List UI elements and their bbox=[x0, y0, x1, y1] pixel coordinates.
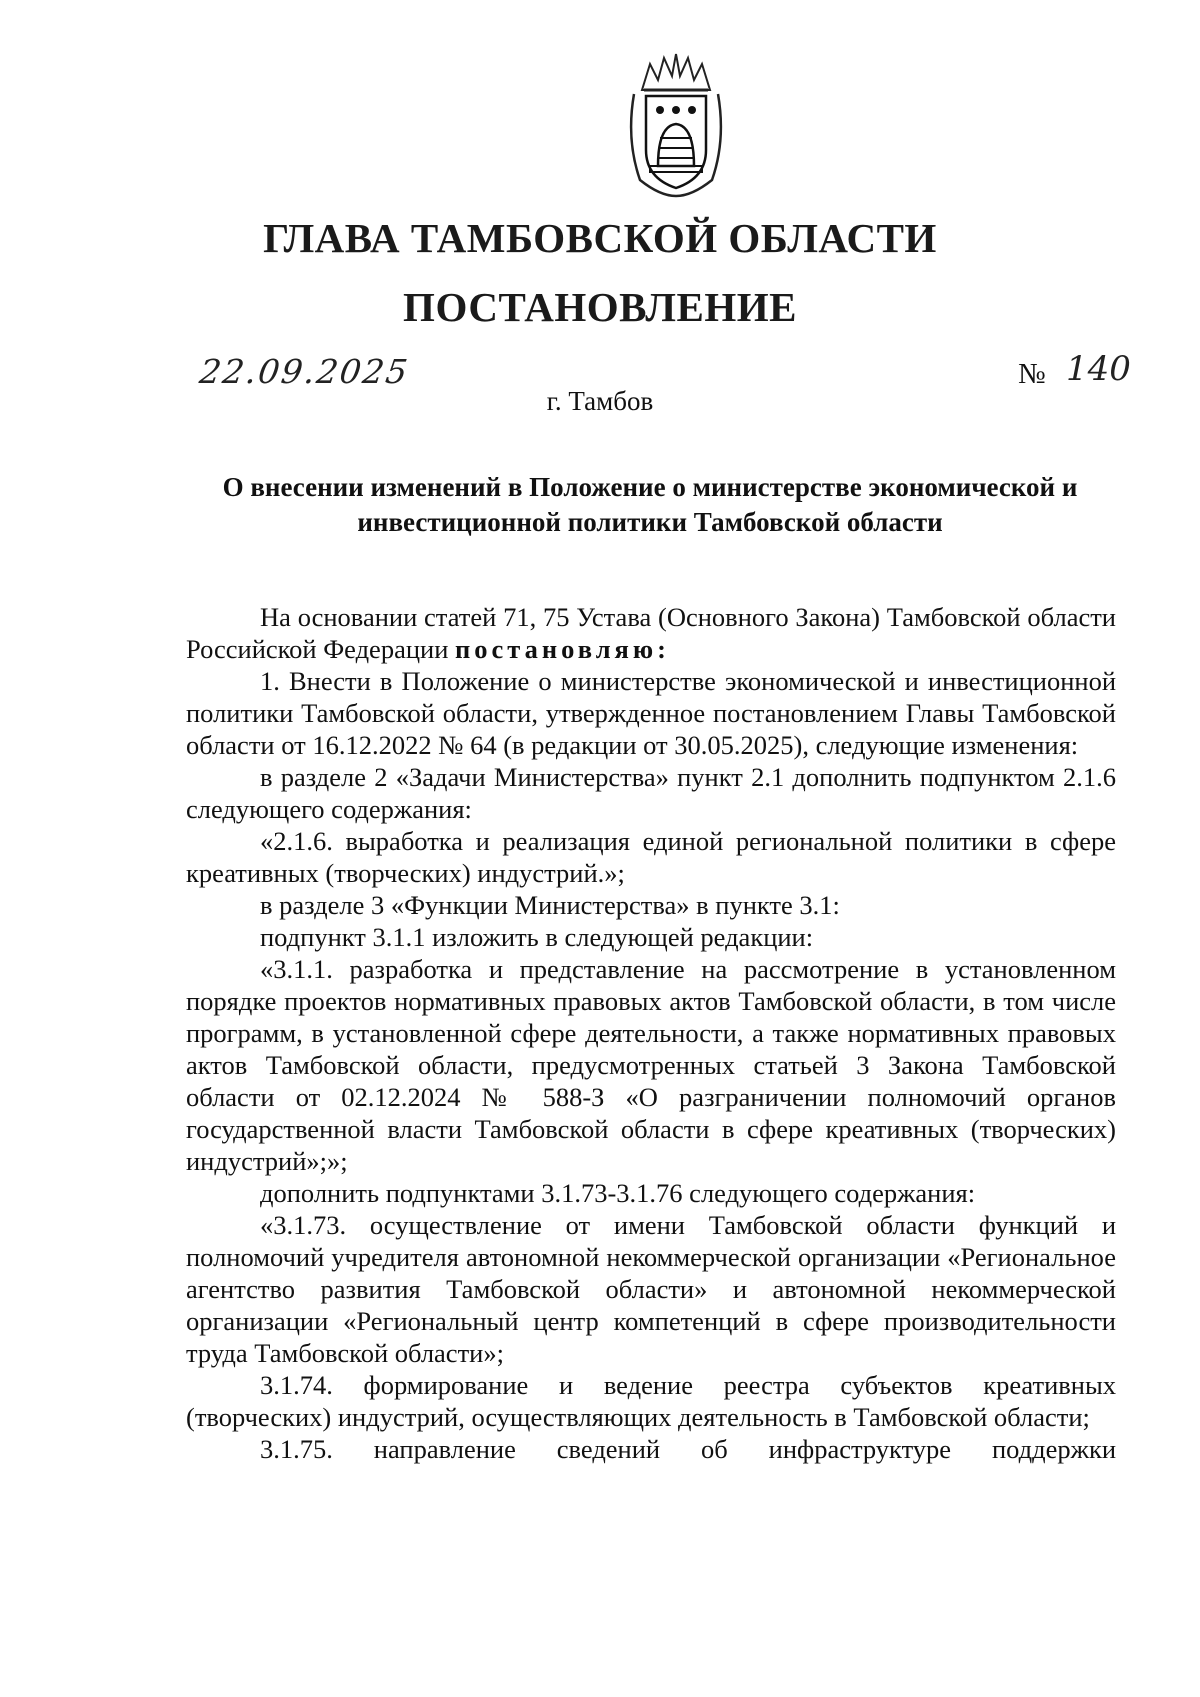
paragraph-1: 1. Внести в Положение о министерстве экономической и инвестиционной политики Тамбовской области, утвержденное постановлением Главы Тамбовской области от 16.12.2022 № 64 (в редакции от 30.05.2025), следующие изменения: bbox=[186, 666, 1116, 760]
document-type: ПОСТАНОВЛЕНИЕ bbox=[403, 284, 797, 330]
paragraph-2: в разделе 2 «Задачи Министерства» пункт 2.1 дополнить подпунктом 2.1.6 следующего содержания: bbox=[186, 762, 1116, 824]
intro-emphasis: постановляю: bbox=[455, 634, 670, 664]
coat-of-arms-emblem bbox=[620, 50, 732, 200]
paragraph-8: «3.1.73. осуществление от имени Тамбовской области функций и полномочий учредителя автономной некоммерческой организации «Региональное агентство развития Тамбовской области» и автономной некоммерческой организации «Региональный центр компетенций в сфере производительности труда Тамбовской области»; bbox=[186, 1210, 1116, 1368]
paragraph-10: 3.1.75. направление сведений об инфраструктуре поддержки bbox=[260, 1434, 1116, 1464]
document-number: 140 bbox=[1066, 349, 1131, 389]
intro-text: На основании статей 71, 75 Устава (Основного Закона) Тамбовской области Российской Федерации bbox=[186, 602, 1116, 664]
issuing-authority: ГЛАВА ТАМБОВСКОЙ ОБЛАСТИ bbox=[263, 215, 937, 261]
document-body bbox=[186, 601, 1116, 1465]
paragraph-5: подпункт 3.1.1 изложить в следующей редакции: bbox=[260, 922, 814, 952]
number-label: № bbox=[1018, 358, 1046, 390]
intro-paragraph bbox=[186, 601, 1116, 665]
paragraph-9: 3.1.74. формирование и ведение реестра субъектов креативных (творческих) индустрий, осуществляющих деятельность в Тамбовской области; bbox=[186, 1370, 1116, 1432]
document-date: 22.09.2025 bbox=[197, 352, 412, 391]
paragraph-3: «2.1.6. выработка и реализация единой региональной политики в сфере креативных (творческих) индустрий.»; bbox=[186, 826, 1116, 888]
paragraph-7: дополнить подпунктами 3.1.73-3.1.76 следующего содержания: bbox=[260, 1178, 976, 1208]
document-title: О внесении изменений в Положение о министерстве экономической и инвестиционной политики Тамбовской области bbox=[222, 472, 1078, 537]
paragraph-4: в разделе 3 «Функции Министерства» в пункте 3.1: bbox=[260, 890, 840, 920]
city: г. Тамбов bbox=[546, 386, 654, 416]
paragraph-6: «3.1.1. разработка и представление на рассмотрение в установленном порядке проектов нормативных правовых актов Тамбовской области, в том числе программ, в установленной сфере деятельности, а также нормативных правовых актов Тамбовской области, предусмотренных статьей 3 Закона Тамбовской области от 02.12.2024 № 588-З «О разграничении полномочий органов государственной власти Тамбовской области в сфере креативных (творческих) индустрий»;»; bbox=[186, 954, 1116, 1176]
